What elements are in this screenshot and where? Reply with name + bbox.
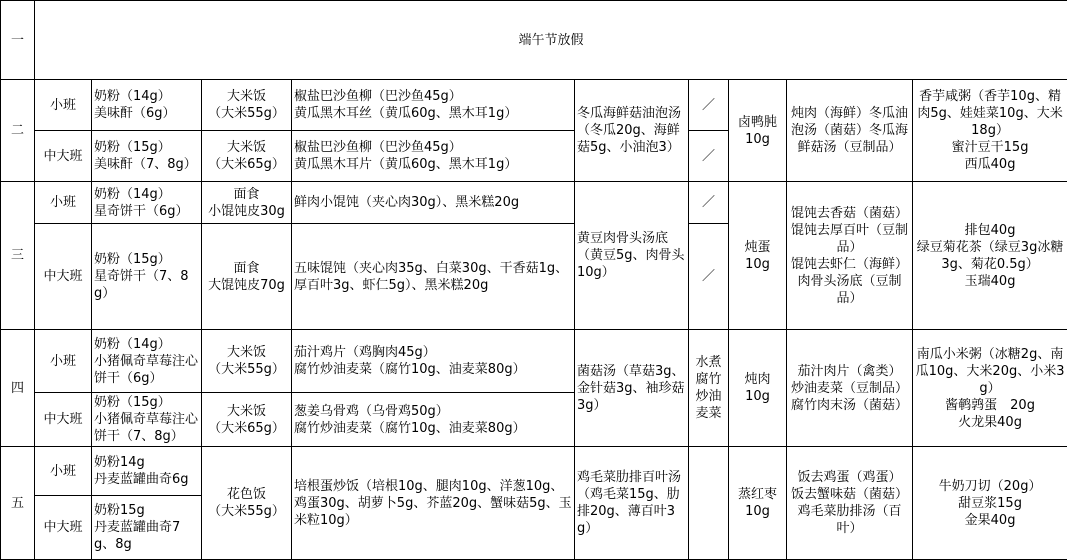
morning-snack-cell	[92, 80, 202, 131]
soup-cell: 冬瓜海鲜菇油泡汤（冬瓜20g、海鲜菇5g、小油泡3）	[575, 80, 689, 182]
dinner-line: 炒油麦菜（豆制品）	[789, 380, 910, 397]
row-monday	[1, 1, 1067, 80]
extra-line: 排包40g	[915, 222, 1065, 239]
snack-line: 奶粉（15g）	[94, 139, 199, 156]
dish-line: 葱姜乌骨鸡（乌骨鸡50g）	[294, 403, 572, 420]
morning-snack-cell	[92, 447, 202, 496]
morning-snack-cell	[92, 393, 202, 447]
dish-cell	[292, 330, 575, 393]
staple-line: 面食	[204, 186, 289, 203]
day-label-wednesday: 三	[1, 182, 35, 330]
pm-snack-line: 10g	[731, 256, 784, 273]
morning-snack-cell	[92, 182, 202, 224]
snack-line: 奶粉（14g）	[94, 186, 199, 203]
group-label: 中大班	[35, 496, 92, 560]
snack-line: 美味酐（6g）	[94, 105, 199, 122]
dish-line: 腐竹炒油麦菜（腐竹10g、油麦菜80g）	[294, 361, 572, 378]
dish-cell: 五味馄饨（夹心肉35g、白菜30g、干香菇1g、厚百叶3g、虾仁5g）、黑米糕20g	[292, 224, 575, 330]
pm-snack-line: 10g	[731, 503, 784, 520]
staple-line: （大米55g）	[204, 503, 289, 520]
fruit-cell: ／	[689, 131, 729, 182]
dinner-cell	[787, 447, 913, 560]
snack-line: 星奇饼干（7、8g）	[94, 268, 199, 302]
dish-line: 黄瓜黑木耳片（黄瓜60g、黑木耳1g）	[294, 156, 572, 173]
dinner-line: 饭去蟹味菇（菌菇）	[789, 486, 910, 503]
group-label: 小班	[35, 80, 92, 131]
extra-line: 西瓜40g	[915, 156, 1065, 173]
afternoon-snack-cell	[729, 447, 787, 560]
dish-line: 椒盐巴沙鱼柳（巴沙鱼45g）	[294, 139, 572, 156]
morning-snack-cell	[92, 131, 202, 182]
dinner-line: 馄饨去虾仁（海鲜）	[789, 256, 910, 273]
fruit-cell: 水煮腐竹炒油麦菜	[689, 330, 729, 447]
extra-line: 金果40g	[915, 512, 1065, 529]
staple-cell	[202, 80, 292, 131]
row-tuesday-small	[1, 80, 1067, 131]
snack-line: 丹麦蓝罐曲奇7g、8g	[94, 519, 199, 553]
snack-line: 奶粉（15g）	[94, 394, 199, 411]
staple-line: 面食	[204, 260, 289, 277]
staple-line: （大米55g）	[204, 361, 289, 378]
staple-line: 大米饭	[204, 344, 289, 361]
pm-snack-line: 炖肉	[731, 371, 784, 388]
extra-line: 绿豆菊花茶（绿豆3g冰糖3g、菊花0.5g）	[915, 239, 1065, 273]
snack-line: 小猪佩奇草莓注心饼干（7、8g）	[94, 411, 199, 445]
extra-line: 甜豆浆15g	[915, 495, 1065, 512]
snack-line: 奶粉15g	[94, 502, 199, 519]
snack-line: 星奇饼干（6g）	[94, 203, 199, 220]
dinner-line: 腐竹肉末汤（菌菇）	[789, 397, 910, 414]
staple-cell	[202, 224, 292, 330]
extra-line: 火龙果40g	[915, 414, 1065, 431]
snack-line: 奶粉（14g）	[94, 336, 199, 353]
staple-line: 花色饭	[204, 486, 289, 503]
dinner-cell	[787, 182, 913, 330]
pm-snack-line: 炖蛋	[731, 239, 784, 256]
staple-line: 大米饭	[204, 403, 289, 420]
dinner-cell	[787, 330, 913, 447]
group-label: 小班	[35, 447, 92, 496]
fruit-cell: ／	[689, 224, 729, 330]
fruit-cell	[689, 447, 729, 560]
dinner-line: 肉骨头汤底（豆制品）	[789, 273, 910, 307]
dish-line: 腐竹炒油麦菜（腐竹10g、油麦菜80g）	[294, 420, 572, 437]
dinner-line: 鸡毛菜肋排汤（百叶）	[789, 503, 910, 537]
staple-line: 大米饭	[204, 139, 289, 156]
staple-line: （大米55g）	[204, 105, 289, 122]
dinner-line: 茄汁肉片（禽类）	[789, 363, 910, 380]
dish-cell: 培根蛋炒饭（培根10g、腿肉10g、洋葱10g、鸡蛋30g、胡萝卜5g、芥蓝20g、蟹味菇5g、玉米粒10g）	[292, 447, 575, 560]
staple-line: 大馄饨皮70g	[204, 277, 289, 294]
afternoon-snack-cell	[729, 182, 787, 330]
dish-line: 茄汁鸡片（鸡胸肉45g）	[294, 344, 572, 361]
snack-line: 奶粉（14g）	[94, 88, 199, 105]
extra-cell	[913, 80, 1067, 182]
day-label-friday: 五	[1, 447, 35, 560]
dinner-line: 馄饨去香菇（菌菇）	[789, 205, 910, 222]
dish-line: 椒盐巴沙鱼柳（巴沙鱼45g）	[294, 88, 572, 105]
staple-cell	[202, 393, 292, 447]
day-label-thursday: 四	[1, 330, 35, 447]
staple-line: 小馄饨皮30g	[204, 203, 289, 220]
day-label-tuesday: 二	[1, 80, 35, 182]
dish-line: 黄瓜黑木耳丝（黄瓜60g、黑木耳1g）	[294, 105, 572, 122]
morning-snack-cell	[92, 224, 202, 330]
pm-snack-line: 蒸红枣	[731, 486, 784, 503]
afternoon-snack-cell	[729, 330, 787, 447]
holiday-notice: 端午节放假	[35, 1, 1067, 80]
extra-line: 酱鹌鹑蛋 20g	[915, 397, 1065, 414]
group-label: 中大班	[35, 393, 92, 447]
dinner-cell: 炖肉（海鲜）冬瓜油泡汤（菌菇）冬瓜海鲜菇汤（豆制品）	[787, 80, 913, 182]
staple-line: （大米65g）	[204, 156, 289, 173]
row-friday-small	[1, 447, 1067, 496]
group-label: 中大班	[35, 131, 92, 182]
staple-line: （大米65g）	[204, 420, 289, 437]
dish-cell: 鲜肉小馄饨（夹心肉30g）、黑米糕20g	[292, 182, 575, 224]
extra-cell	[913, 330, 1067, 447]
dish-cell	[292, 393, 575, 447]
extra-line: 玉瑞40g	[915, 273, 1065, 290]
extra-line: 南瓜小米粥（冰糖2g、南瓜10g、大米20g、小米3g）	[915, 346, 1065, 397]
afternoon-snack-cell	[729, 80, 787, 182]
day-label-monday: 一	[1, 1, 35, 80]
extra-line: 香芋咸粥（香芋10g、精肉5g、娃娃菜10g、大米18g）	[915, 88, 1065, 139]
row-wednesday-small	[1, 182, 1067, 224]
snack-line: 丹麦蓝罐曲奇6g	[94, 471, 199, 488]
soup-cell: 黄豆肉骨头汤底（黄豆5g、肉骨头10g）	[575, 182, 689, 330]
fruit-cell: ／	[689, 80, 729, 131]
soup-cell: 鸡毛菜肋排百叶汤（鸡毛菜15g、肋排20g、薄百叶3g）	[575, 447, 689, 560]
snack-line: 奶粉（15g）	[94, 251, 199, 268]
dish-cell	[292, 131, 575, 182]
group-label: 小班	[35, 330, 92, 393]
dish-cell	[292, 80, 575, 131]
snack-line: 奶粉14g	[94, 454, 199, 471]
extra-cell	[913, 182, 1067, 330]
extra-line: 蜜汁豆干15g	[915, 139, 1065, 156]
group-label: 中大班	[35, 224, 92, 330]
row-thursday-small	[1, 330, 1067, 393]
dinner-line: 馄饨去厚百叶（豆制品）	[789, 222, 910, 256]
pm-snack-line: 卤鸭肫	[731, 114, 784, 131]
dinner-line: 饭去鸡蛋（鸡蛋）	[789, 469, 910, 486]
group-label: 小班	[35, 182, 92, 224]
staple-cell	[202, 330, 292, 393]
morning-snack-cell	[92, 496, 202, 560]
staple-cell	[202, 182, 292, 224]
soup-cell: 菌菇汤（草菇3g、金针菇3g、袖珍菇3g）	[575, 330, 689, 447]
morning-snack-cell	[92, 330, 202, 393]
pm-snack-line: 10g	[731, 388, 784, 405]
snack-line: 美味酐（7、8g）	[94, 156, 199, 173]
staple-cell	[202, 447, 292, 560]
extra-line: 牛奶刀切（20g）	[915, 478, 1065, 495]
pm-snack-line: 10g	[731, 131, 784, 148]
snack-line: 小猪佩奇草莓注心饼干（6g）	[94, 353, 199, 387]
staple-line: 大米饭	[204, 88, 289, 105]
extra-cell	[913, 447, 1067, 560]
staple-cell	[202, 131, 292, 182]
fruit-cell: ／	[689, 182, 729, 224]
